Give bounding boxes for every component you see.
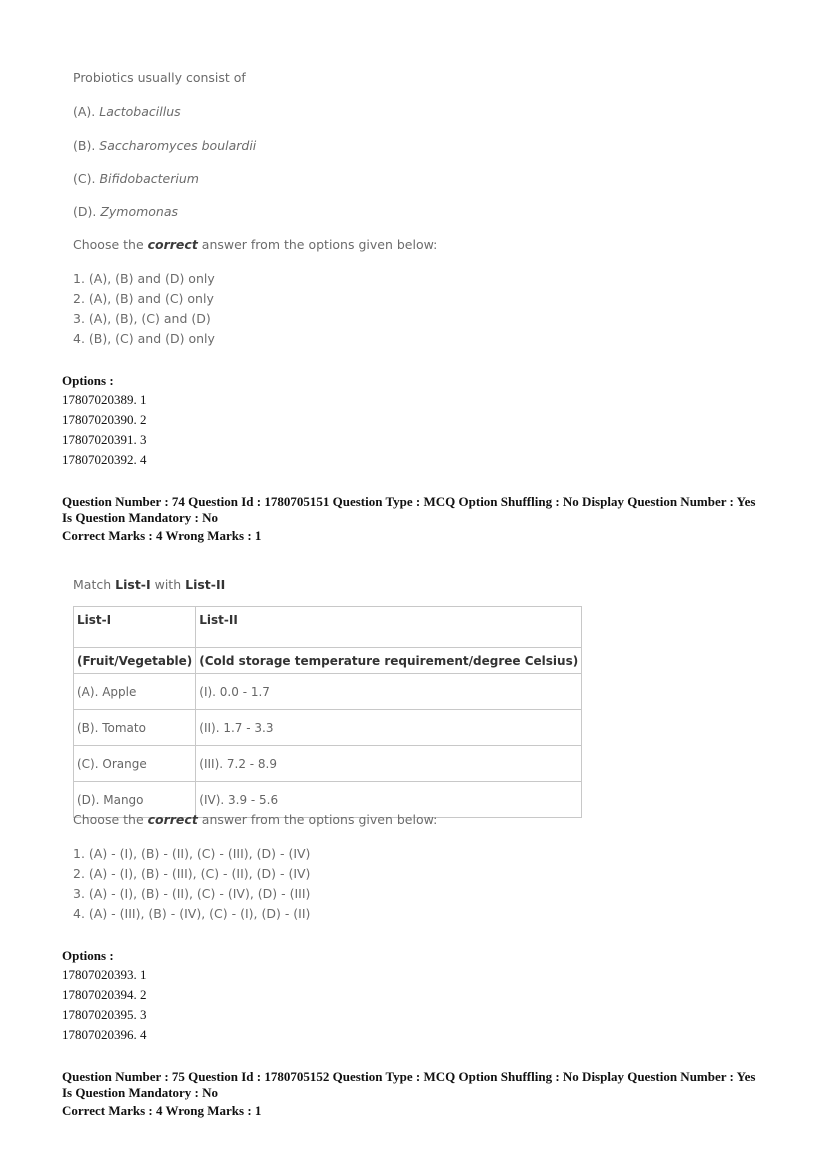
q75-meta-line3: Correct Marks : 4 Wrong Marks : 1 <box>62 1103 262 1118</box>
q73-option-4: 17807020392. 4 <box>62 452 147 467</box>
q74-stem: Match List-I with List-II <box>73 577 226 592</box>
table-header-row <box>74 607 582 648</box>
q73-option-1: 17807020389. 1 <box>62 392 147 407</box>
table-cell: (IV). 3.9 - 5.6 <box>196 782 582 818</box>
q74-option-2: 17807020394. 2 <box>62 987 147 1002</box>
q73-item-a: (A). Lactobacillus <box>73 104 181 119</box>
q73-choice-4: 4. (B), (C) and (D) only <box>73 331 215 346</box>
q74-choice-3: 3. (A) - (I), (B) - (II), (C) - (IV), (D) - (III) <box>73 886 311 901</box>
q74-meta-line3: Correct Marks : 4 Wrong Marks : 1 <box>62 528 262 543</box>
table-header-list1: List-I <box>74 607 196 648</box>
table-subheader-row <box>74 648 582 674</box>
table-cell: (II). 1.7 - 3.3 <box>196 710 582 746</box>
q74-instruction: Choose the correct answer from the options given below: <box>73 812 438 827</box>
q73-option-3: 17807020391. 3 <box>62 432 147 447</box>
q74-choice-1: 1. (A) - (I), (B) - (II), (C) - (III), (D) - (IV) <box>73 846 311 861</box>
table-cell: (B). Tomato <box>74 710 196 746</box>
table-row <box>74 674 582 710</box>
q73-choice-3: 3. (A), (B), (C) and (D) <box>73 311 211 326</box>
q73-choice-1: 1. (A), (B) and (D) only <box>73 271 215 286</box>
q73-item-b: (B). Saccharomyces boulardii <box>73 138 257 153</box>
q73-stem: Probiotics usually consist of <box>73 70 246 85</box>
table-cell: (III). 7.2 - 8.9 <box>196 746 582 782</box>
q74-option-1: 17807020393. 1 <box>62 967 147 982</box>
table-cell: (A). Apple <box>74 674 196 710</box>
q74-choice-2: 2. (A) - (I), (B) - (III), (C) - (II), (D) - (IV) <box>73 866 311 881</box>
q73-item-d: (D). Zymomonas <box>73 204 179 219</box>
q73-item-c: (C). Bifidobacterium <box>73 171 199 186</box>
q74-match-table <box>73 606 582 818</box>
q74-option-4: 17807020396. 4 <box>62 1027 147 1042</box>
table-header-list2: List-II <box>196 607 582 648</box>
q73-instruction: Choose the correct answer from the options given below: <box>73 237 438 252</box>
q74-choice-4: 4. (A) - (III), (B) - (IV), (C) - (I), (D) - (II) <box>73 906 311 921</box>
q74-options-label: Options : <box>62 948 114 963</box>
table-subheader-list2: (Cold storage temperature requirement/degree Celsius) <box>196 648 582 674</box>
table-cell: (C). Orange <box>74 746 196 782</box>
q74-option-3: 17807020395. 3 <box>62 1007 147 1022</box>
table-subheader-list1: (Fruit/Vegetable) <box>74 648 196 674</box>
q73-options-label: Options : <box>62 373 114 388</box>
q73-choice-2: 2. (A), (B) and (C) only <box>73 291 214 306</box>
table-cell: (D). Mango <box>74 782 196 818</box>
q74-meta-line1: Question Number : 74 Question Id : 1780705151 Question Type : MCQ Option Shuffling : No Display Question Number : Yes <box>62 494 756 509</box>
table-cell: (I). 0.0 - 1.7 <box>196 674 582 710</box>
table-row <box>74 710 582 746</box>
q74-meta-line2: Is Question Mandatory : No <box>62 510 219 525</box>
table-row <box>74 746 582 782</box>
q75-meta-line2: Is Question Mandatory : No <box>62 1085 219 1100</box>
q75-meta-line1: Question Number : 75 Question Id : 1780705152 Question Type : MCQ Option Shuffling : No Display Question Number : Yes <box>62 1069 756 1084</box>
q73-option-2: 17807020390. 2 <box>62 412 147 427</box>
